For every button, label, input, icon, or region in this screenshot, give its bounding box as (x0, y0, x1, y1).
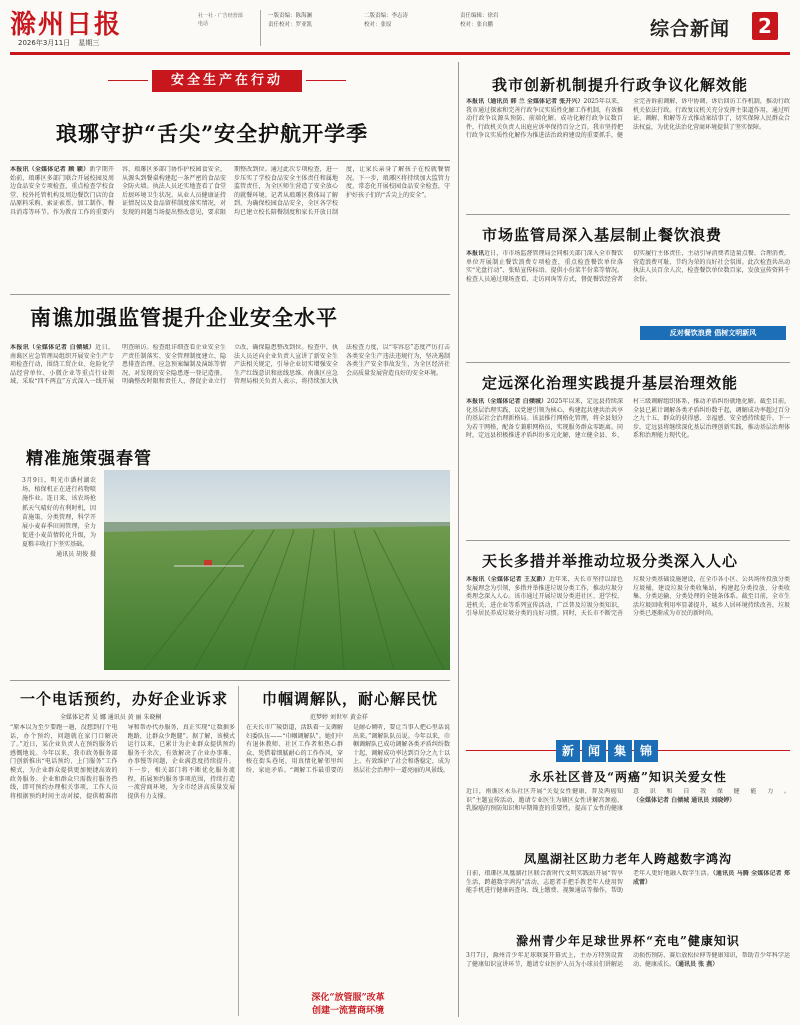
editor-credit: 责任编辑：徐岩 (460, 13, 499, 19)
article3-text: “原本以为至少要跑一趟，没想到打个电话，办个预约，问题就在家门口解决了。”近日，某企业负责人在预约服务后感慨地说。今年以来，我市政务服务部门创新推出“电话预约、上门服务”工作模式，为企业群众提供更加便捷高效的政务服务。企业和群众只需拨打服务热线，即可预约办理相关事项，工作人员将根据预约时间主动对接，提供精准指导和帮办代办服务，真正实现“让数据多跑路，让群众少跑腿”。据了解，该模式运行以来，已累计为企业群众提供预约服务千余次，有效解决了企业办事难、办事慢等问题，企业满意度持续提升。下一步，相关部门将不断优化服务流程，拓展预约服务事项范围，持续打造一流营商环境，为全市经济高质量发展提供有力支撑。 (10, 724, 235, 800)
photo-credit: 通讯员 胡俊 摄 (56, 550, 96, 558)
photo-caption-text: 3月9日，明光市潘村湖农场，植保机正在进行药物喷施作业。连日来，该农场抢抓天气晴好的有利时机，因苗施策、分类管理，科学开展小麦春季田间管理，全力促进小麦苗情转化升级，为夏粮丰收打下坚实基础。 (22, 477, 96, 549)
editor-role: 一版责编 (268, 13, 291, 19)
roundup-item-title: 凤凰湖社区助力老年人跨越数字鸿沟 (523, 852, 732, 866)
section-divider (10, 294, 450, 295)
banner-text: 安全生产在行动 (152, 70, 302, 92)
article2-text: 近日，南谯区应急管理局组织开展安全生产专项检查行动，围绕工贸企业、危险化学品经营单位、小微企业等重点行业领域，采取“四不两直”方式深入一线开展明查暗访。检查组详细查看企业安全生产责任制落实、安全管理制度建立、隐患排查治理、应急预案编制及演练等情况，对发现的安全隐患逐一登记造册，明确整改时限和责任人，督促企业立行立改，确保隐患整改到位。检查中，执法人员还向企业负责人宣讲了新安全生产法相关规定，引导企业切实增强安全生产红线意识和底线思维。南谯区应急管理局相关负责人表示，将持续加大执法检查力度，以“零容忍”态度严厉打击各类安全生产违法违规行为，坚决遏制各类生产安全事故发生，为全区经济社会高质量发展营造良好的安全环境。 (10, 344, 450, 386)
editor-role: 校对 (460, 22, 472, 28)
editor-name: 罗亚凯 (295, 22, 313, 28)
editor-name: 张自鹏 (476, 22, 494, 28)
editor-credit: 二版责编：李志涛 (364, 13, 409, 19)
photo-feature-title: 精准施策强春管 (26, 449, 152, 469)
article6-text: 近日，市市场监督管理局会同相关部门深入全市餐饮单位开展制止餐饮浪费专项检查，重点检查餐饮单位落实“光盘行动”、张贴宣传标语、提供小份菜半份菜等情况。检查人员通过现场查看、走访问询等方式，督促餐饮经营者切实履行主体责任，主动引导消费者适量点餐、合理消费，营造浪费可耻、节约为荣的良好社会氛围。此次检查共出动执法人员百余人次，检查餐饮单位数百家，发放宣传资料千余份。 (466, 250, 790, 283)
editor-name: 张原 (380, 22, 392, 28)
wheat-field-illustration (104, 470, 450, 670)
article4-byline: 范梦婷 刘世军 黄金祥 (310, 714, 368, 721)
article6-byline: 本报讯 (466, 250, 485, 257)
editor-credit: 校对：张原 (364, 22, 392, 28)
article7-text: 2025年以来，定远县持续深化基层治理实践，以党建引领为核心，构建起共建共治共享的基层社会治理新格局。该县推行网格化管理，将全县划分为若干网格，配备专兼职网格员，实现服务群众零距离。同时，定远县积极推进矛盾纠纷多元化解，建立健全县、乡、村三级调解组织体系，推动矛盾纠纷就地化解。截至目前，全县已累计调解各类矛盾纠纷数千起，调解成功率超过百分之九十五，群众的获得感、幸福感、安全感持续提升。下一步，定远县将继续深化基层治理创新实践，推动基层治理体系和治理能力现代化。 (466, 398, 790, 440)
editor-credit: 责任校对：罗亚凯 (268, 22, 313, 28)
article4-title: 巾帼调解队，耐心解民忧 (262, 690, 439, 708)
article1-body (10, 166, 450, 286)
farm-field-photo (104, 470, 450, 670)
editor-credit: 校对：张自鹏 (460, 22, 494, 28)
roundup-item-text: 日前，琅琊区凤凰湖社区联合新时代文明实践站开展“智享生活，跨越数字鸿沟”活动，志愿者手把手教老年人使用智能手机进行健康码查询、线上缴费、视频通话等操作，帮助老年人更好地融入数字生活。 (466, 870, 713, 895)
editor-role: 校对 (364, 22, 376, 28)
article8-text: 近年来，天长市坚持以绿色发展理念为引领，多措并举推进垃圾分类工作，推动垃圾分类理念深入人心。该市通过开展垃圾分类进社区、进学校、进机关、进企业等系列宣传活动，广泛普及垃圾分类知识，引导居民养成垃圾分类的良好习惯。同时，天长市不断完善垃圾分类基础设施建设，在全市各小区、公共场所投放分类垃圾桶，建设垃圾分类收集站，构建起分类投放、分类收集、分类运输、分类处理的全链条体系。截至目前，全市生活垃圾回收利用率显著提升，城乡人居环境持续改善，垃圾分类已逐渐成为市民的新时尚。 (466, 576, 790, 618)
article7-title: 定远深化治理实践提升基层治理效能 (482, 374, 739, 392)
article4-body (246, 724, 450, 982)
weekday-text: 星期三 (78, 39, 100, 47)
article5-byline: 本报讯（通讯员 韩 兰 全媒体记者 张开兴） (466, 98, 584, 105)
ad-contact-line: 电话 (198, 21, 209, 27)
article1-byline: 本报讯（全媒体记者 顾 颖） (10, 166, 90, 173)
editor-name: 陈海澜 (295, 13, 313, 19)
roundup-item-byline: （通讯员 马腾 全媒体记者 郑成雷） (633, 870, 790, 886)
roundup-banner-char: 锦 (634, 740, 658, 762)
roundup-item-byline: （全媒体记者 白倾城 通讯员 刘晓婷） (633, 796, 736, 804)
ad-contact-line: 社一社 · 广告经营部 (198, 13, 243, 19)
banner-line-right (306, 80, 346, 81)
section-divider (466, 540, 790, 541)
roundup-item-title: 滁州青少年足球世界杯“充电”健康知识 (516, 934, 740, 948)
roundup-item (466, 768, 790, 850)
article8-byline: 本报讯（全媒体记者 王友新） (466, 576, 549, 583)
news-roundup-list (466, 768, 790, 1018)
roundup-item (466, 850, 790, 932)
article6-title: 市场监管局深入基层制止餐饮浪费 (482, 226, 723, 244)
roundup-item-text: 3月7日，滁州青少年足球联赛开幕式上，主办方特别设置了健康知识宣讲环节，邀请专业医护人员为小球员们讲解运动损伤预防、赛后放松拉伸等健康知识，帮助青少年科学运动、健康成长。 (466, 952, 790, 968)
news-roundup-banner (466, 740, 790, 762)
banner-line-left (108, 80, 148, 81)
editor-role: 二版责编 (364, 13, 387, 19)
article2-title: 南谯加强监管提升企业安全水平 (30, 305, 338, 330)
roundup-item-body (466, 788, 790, 846)
article4-text: 在天长市广陵街道，活跃着一支调解妇委队伍——“巾帼调解队”。她们中有退休教师、社区工作者和热心群众，凭借着细腻耐心的工作作风，穿梭在街头巷尾，用真情化解邻里纠纷、家庭矛盾。“调解工作最重要的是耐心倾听，要让当事人把心里话说出来。”调解队队员说。今年以来，巾帼调解队已成功调解各类矛盾纠纷数十起，调解成功率达到百分之九十以上，有效维护了社会和谐稳定，成为基层社会治理中一道亮丽的风景线。 (246, 724, 450, 774)
section-divider (466, 214, 790, 215)
main-column-divider (458, 62, 459, 1017)
article3-title: 一个电话预约，办好企业诉求 (20, 690, 229, 708)
section-divider (10, 680, 450, 681)
article7-byline: 本报讯（全媒体记者 白倾城） (466, 398, 548, 405)
editor-credit: 一版责编：陈海澜 (268, 13, 313, 19)
roundup-banner-char: 新 (556, 740, 580, 762)
article8-body (466, 576, 790, 732)
roundup-item-body (466, 870, 790, 928)
section-divider (466, 362, 790, 363)
newspaper-logo: 滁州日报 (10, 10, 123, 40)
article1-rule (10, 160, 450, 161)
roundup-banner-char: 闻 (582, 740, 606, 762)
editor-name: 李志涛 (391, 13, 409, 19)
article8-title: 天长多措并举推动垃圾分类深入人心 (482, 552, 739, 570)
ad-contact (198, 12, 258, 28)
article7-body (466, 398, 790, 534)
roundup-item-body (466, 952, 790, 1010)
article1-text: 新学期开始前，琅琊区多部门联合开展校园及周边食品安全专项检查，重点检查学校食堂、校外托管机构及周边餐饮门店的食品原料采购、索证索票、加工制作、餐具消毒等环节。作为教育工作的重要内容，琅琊区多部门协作护校园食安全，从源头到餐桌构建起一条严密的食品安全防火墙。执法人员还实地查看了食堂后厨环境卫生状况、从业人员健康证持证情况以及食品留样制度落实情况，对发现的问题当场提出整改意见，要求限期整改到位。通过此次专项检查，进一步压实了学校食品安全主体责任和属地监管责任，为全区师生营造了安全放心的就餐环境。记者从琅琊区教体局了解到，为确保校园食品安全，全区各学校均已建立校长陪餐制度和家长开放日制度，让家长亲身了解孩子在校就餐情况。下一步，琅琊区将持续加大监管力度，常态化开展校园食品安全检查，守护好孩子们的“舌尖上的安全”。 (10, 166, 450, 216)
article1-title: 琅琊守护“舌尖”安全护航开学季 (56, 121, 369, 146)
roundup-item (466, 932, 790, 1014)
editor-role: 责任校对 (268, 22, 291, 28)
article3-byline: 全媒体记者 吴 娜 通讯员 黄 丽 朱晓桐 (60, 714, 162, 721)
roundup-item-text: 近日，南谯区永乐社区开展“关爱女性健康，普及两癌知识”主题宣传活动，邀请专业医生为辖区女性讲解宫颈癌、乳腺癌的预防知识和早期筛查的重要性，提高了女性的健康意识和自我保健能力。 (466, 788, 790, 813)
safety-banner (108, 68, 348, 94)
page-number-badge: 2 (752, 12, 778, 40)
business-slogan (258, 990, 438, 1018)
section-title: 综合新闻 (650, 18, 731, 40)
roundup-item-byline: （通讯员 张 燕） (675, 960, 719, 968)
editor-credits (268, 12, 568, 30)
article5-text: 2025年以来，我市通过探索和完善行政争议实质性化解工作机制，有效推动行政争议源头预防、前端化解，成功化解行政争议数百件，行政机关负责人出庭应诉率保持百分之百。我市坚持把行政争议实质性化解作为推进法治政府建设的重要抓手，健全完善诉前调解、诉中协调、诉后回访工作机制，推动行政机关依法行政。行政复议机关充分发挥主渠道作用，通过听证、调解、和解等方式推动案结事了，切实保障人民群众合法权益，为优化法治化营商环境提供了坚实保障。 (466, 98, 790, 140)
masthead-divider (260, 10, 261, 46)
article5-title: 我市创新机制提升行政争议化解效能 (492, 76, 749, 94)
photo-caption (22, 476, 96, 666)
date-text: 2026年3月11日 (18, 39, 71, 47)
article2-byline: 本报讯（全媒体记者 白倾城） (10, 344, 96, 351)
roundup-banner-char: 集 (608, 740, 632, 762)
roundup-item-title: 永乐社区普及“两癌”知识关爱女性 (529, 770, 727, 784)
article3-body (10, 724, 235, 1016)
anti-waste-slogan: 反对餐饮浪费 倡树文明新风 (640, 326, 786, 340)
slogan-line: 深化“放管服”改革 (311, 993, 385, 1003)
column-divider (238, 686, 239, 1016)
slogan-line: 创建一流营商环境 (311, 1006, 384, 1016)
issue-date (18, 38, 99, 48)
masthead (10, 6, 790, 52)
article2-body (10, 344, 450, 430)
editor-role: 责任编辑 (460, 13, 483, 19)
roundup-title (556, 740, 658, 762)
article5-body (466, 98, 790, 206)
editor-name: 徐岩 (487, 13, 499, 19)
masthead-rule (10, 52, 790, 55)
